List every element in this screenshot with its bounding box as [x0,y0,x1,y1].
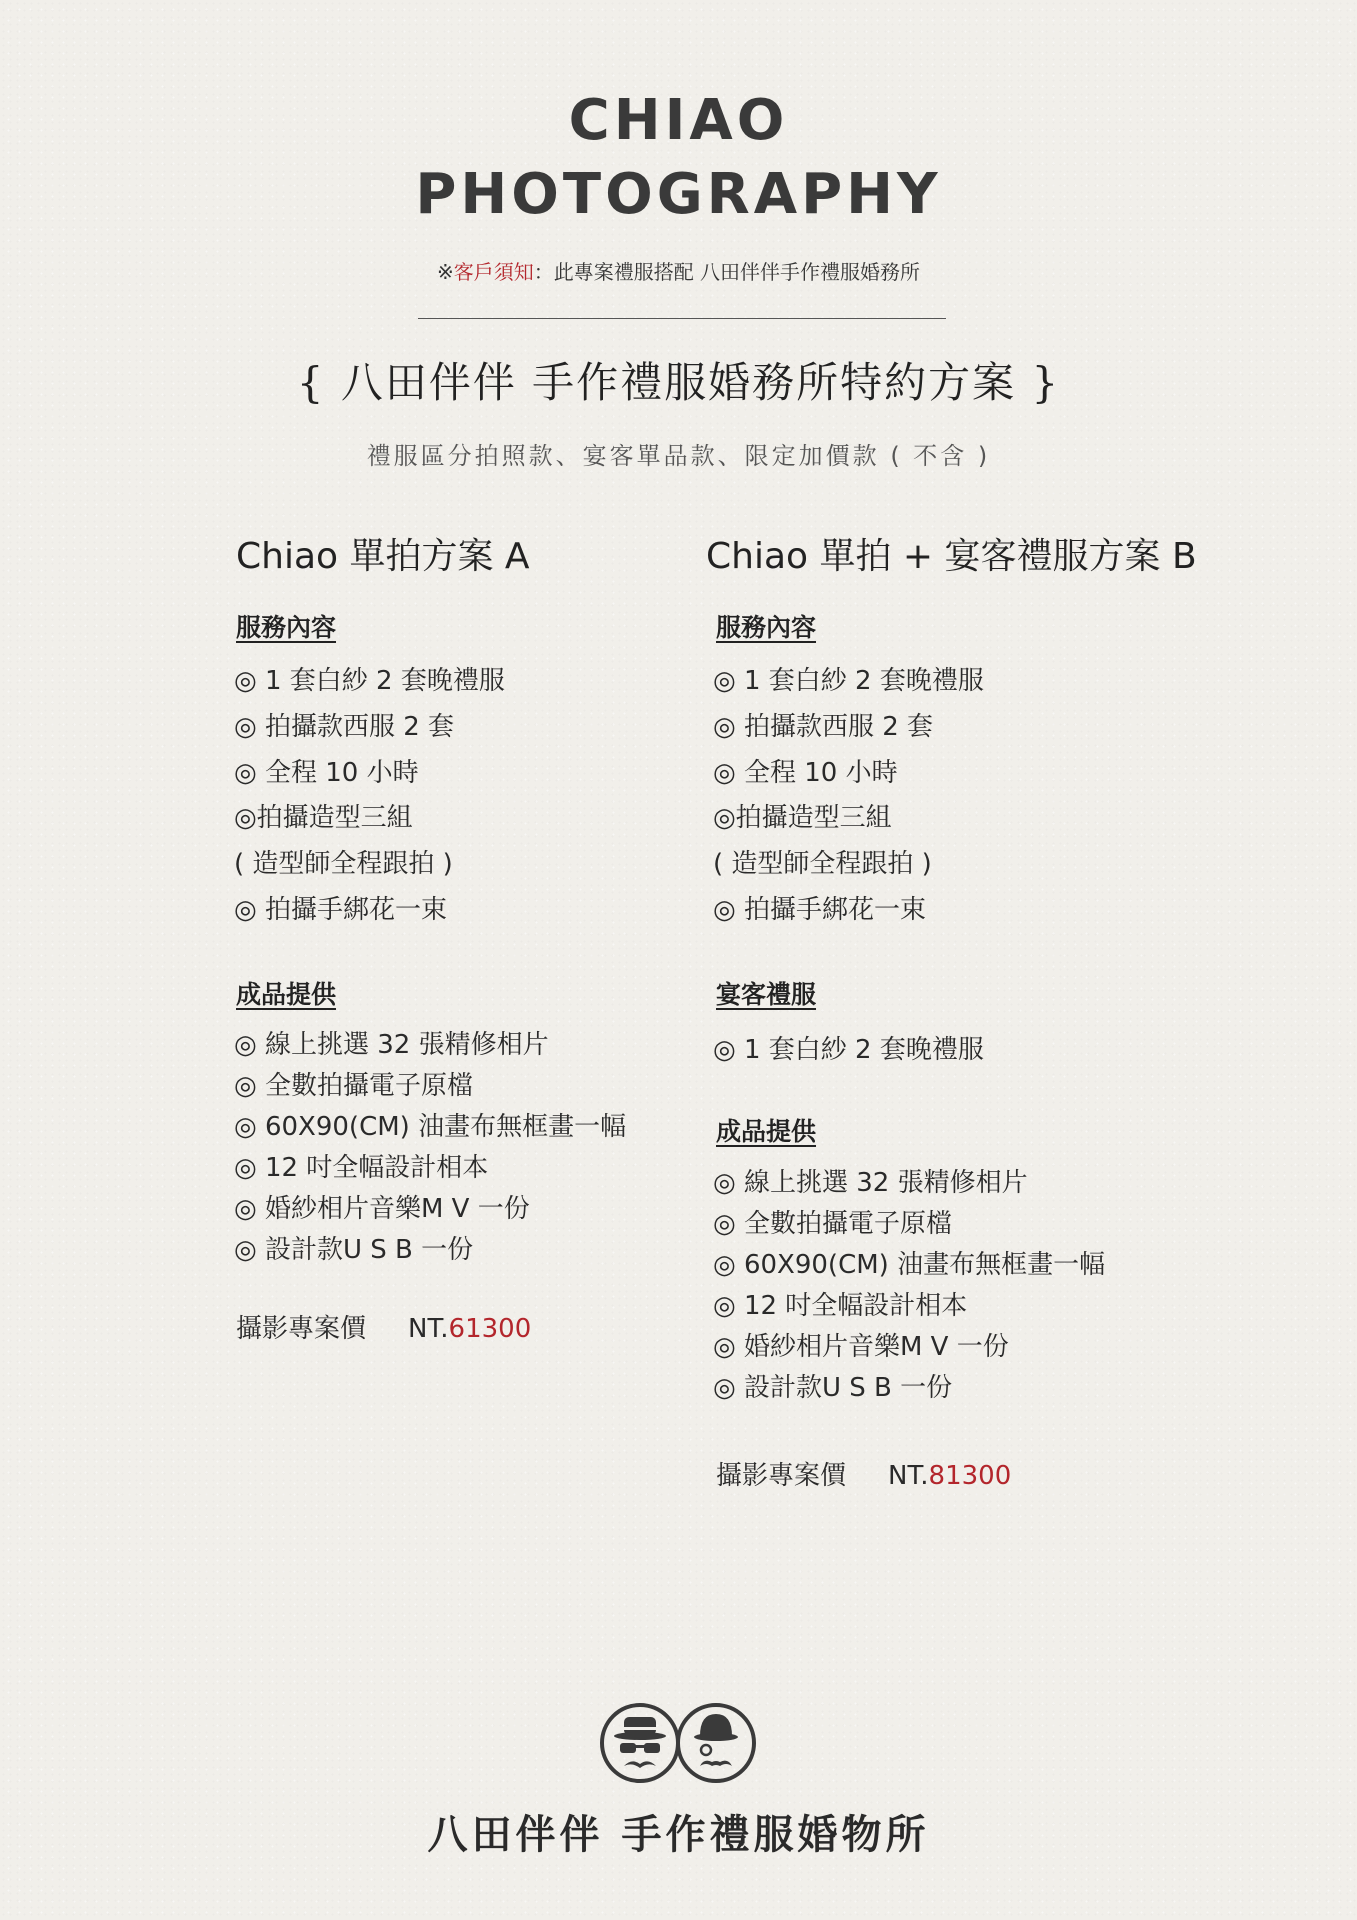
plan-b-banquet-heading: 宴客禮服 [716,980,817,1009]
plan-a-service-item: ( 造型師全程跟拍 ) [234,849,453,879]
plan-a-service-item: ◎ 拍攝手綁花一束 [234,895,447,925]
plan-b-banquet-item: ◎ 1 套白紗 2 套晚禮服 [713,1035,984,1065]
plan-b-price [716,1455,1011,1492]
plan-b-service-item: ◎ 1 套白紗 2 套晚禮服 [713,666,984,696]
price-prefix: NT. [888,1461,929,1491]
plan-a-service-item: ◎ 1 套白紗 2 套晚禮服 [234,666,505,696]
plan-b-product-item: ◎ 12 吋全幅設計相本 [713,1291,968,1321]
plan-b-product-heading: 成品提供 [716,1117,817,1146]
plan-a-service-item: ◎拍攝造型三組 [234,803,413,833]
plan-b-service-item: ◎拍攝造型三組 [713,803,892,833]
special-plan-title: { 八田伴伴 手作禮服婚務所特約方案 } [296,358,1061,407]
plan-b-product-item: ◎ 線上挑選 32 張精修相片 [713,1168,1028,1198]
notice-label: 客戶須知 [453,260,534,284]
plan-b-product-item: ◎ 設計款U S B 一份 [713,1373,953,1403]
header-divider [418,318,946,319]
brand-title-line2: PHOTOGRAPHY [415,162,942,227]
plan-a-product-item: ◎ 全數拍攝電子原檔 [234,1071,473,1101]
plan-a-title: Chiao 單拍方案 A [236,536,530,577]
plan-b-product-item: ◎ 60X90(CM) 油畫布無框畫一幅 [713,1250,1106,1280]
price-prefix: NT. [408,1314,449,1344]
footer-brand-name: 八田伴伴 手作禮服婚物所 [427,1812,930,1858]
plan-a-product-item: ◎ 12 吋全幅設計相本 [234,1153,489,1183]
plan-a-service-item: ◎ 拍攝款西服 2 套 [234,712,455,742]
price-label: 攝影專案價 [236,1314,367,1344]
notice-mark: ※ [436,260,454,284]
plan-b-service-item: ◎ 全程 10 小時 [713,758,898,788]
plan-b-service-heading: 服務內容 [716,613,817,642]
plan-b-product-item: ◎ 婚紗相片音樂M V 一份 [713,1332,1009,1362]
plan-b-title: Chiao 單拍 + 宴客禮服方案 B [706,536,1197,577]
plan-a-service-heading: 服務內容 [236,613,337,642]
gentlemen-logo-icon [600,1700,756,1786]
price-label: 攝影專案價 [716,1461,847,1491]
brand-title-line1: CHIAO [568,88,789,153]
plan-a-product-item: ◎ 線上挑選 32 張精修相片 [234,1030,549,1060]
plan-a-product-heading: 成品提供 [236,980,337,1009]
plan-a-product-item: ◎ 婚紗相片音樂M V 一份 [234,1194,530,1224]
plan-b-service-item: ◎ 拍攝款西服 2 套 [713,712,934,742]
dress-category-subtitle: 禮服區分拍照款、宴客單品款、限定加價款 ( 不含 ) [366,442,991,470]
customer-notice [0,256,1357,285]
plan-b-service-item: ( 造型師全程跟拍 ) [713,849,932,879]
price-value: 81300 [928,1461,1012,1491]
plan-a-service-item: ◎ 全程 10 小時 [234,758,419,788]
plan-a-product-item: ◎ 60X90(CM) 油畫布無框畫一幅 [234,1112,627,1142]
plan-b-product-item: ◎ 全數拍攝電子原檔 [713,1209,952,1239]
plan-a-product-item: ◎ 設計款U S B 一份 [234,1235,474,1265]
plan-b-service-item: ◎ 拍攝手綁花一束 [713,895,926,925]
price-value: 61300 [448,1314,532,1344]
notice-text: ：此專案禮服搭配 八田伴伴手作禮服婚務所 [533,260,921,284]
plan-a-price [236,1308,531,1345]
